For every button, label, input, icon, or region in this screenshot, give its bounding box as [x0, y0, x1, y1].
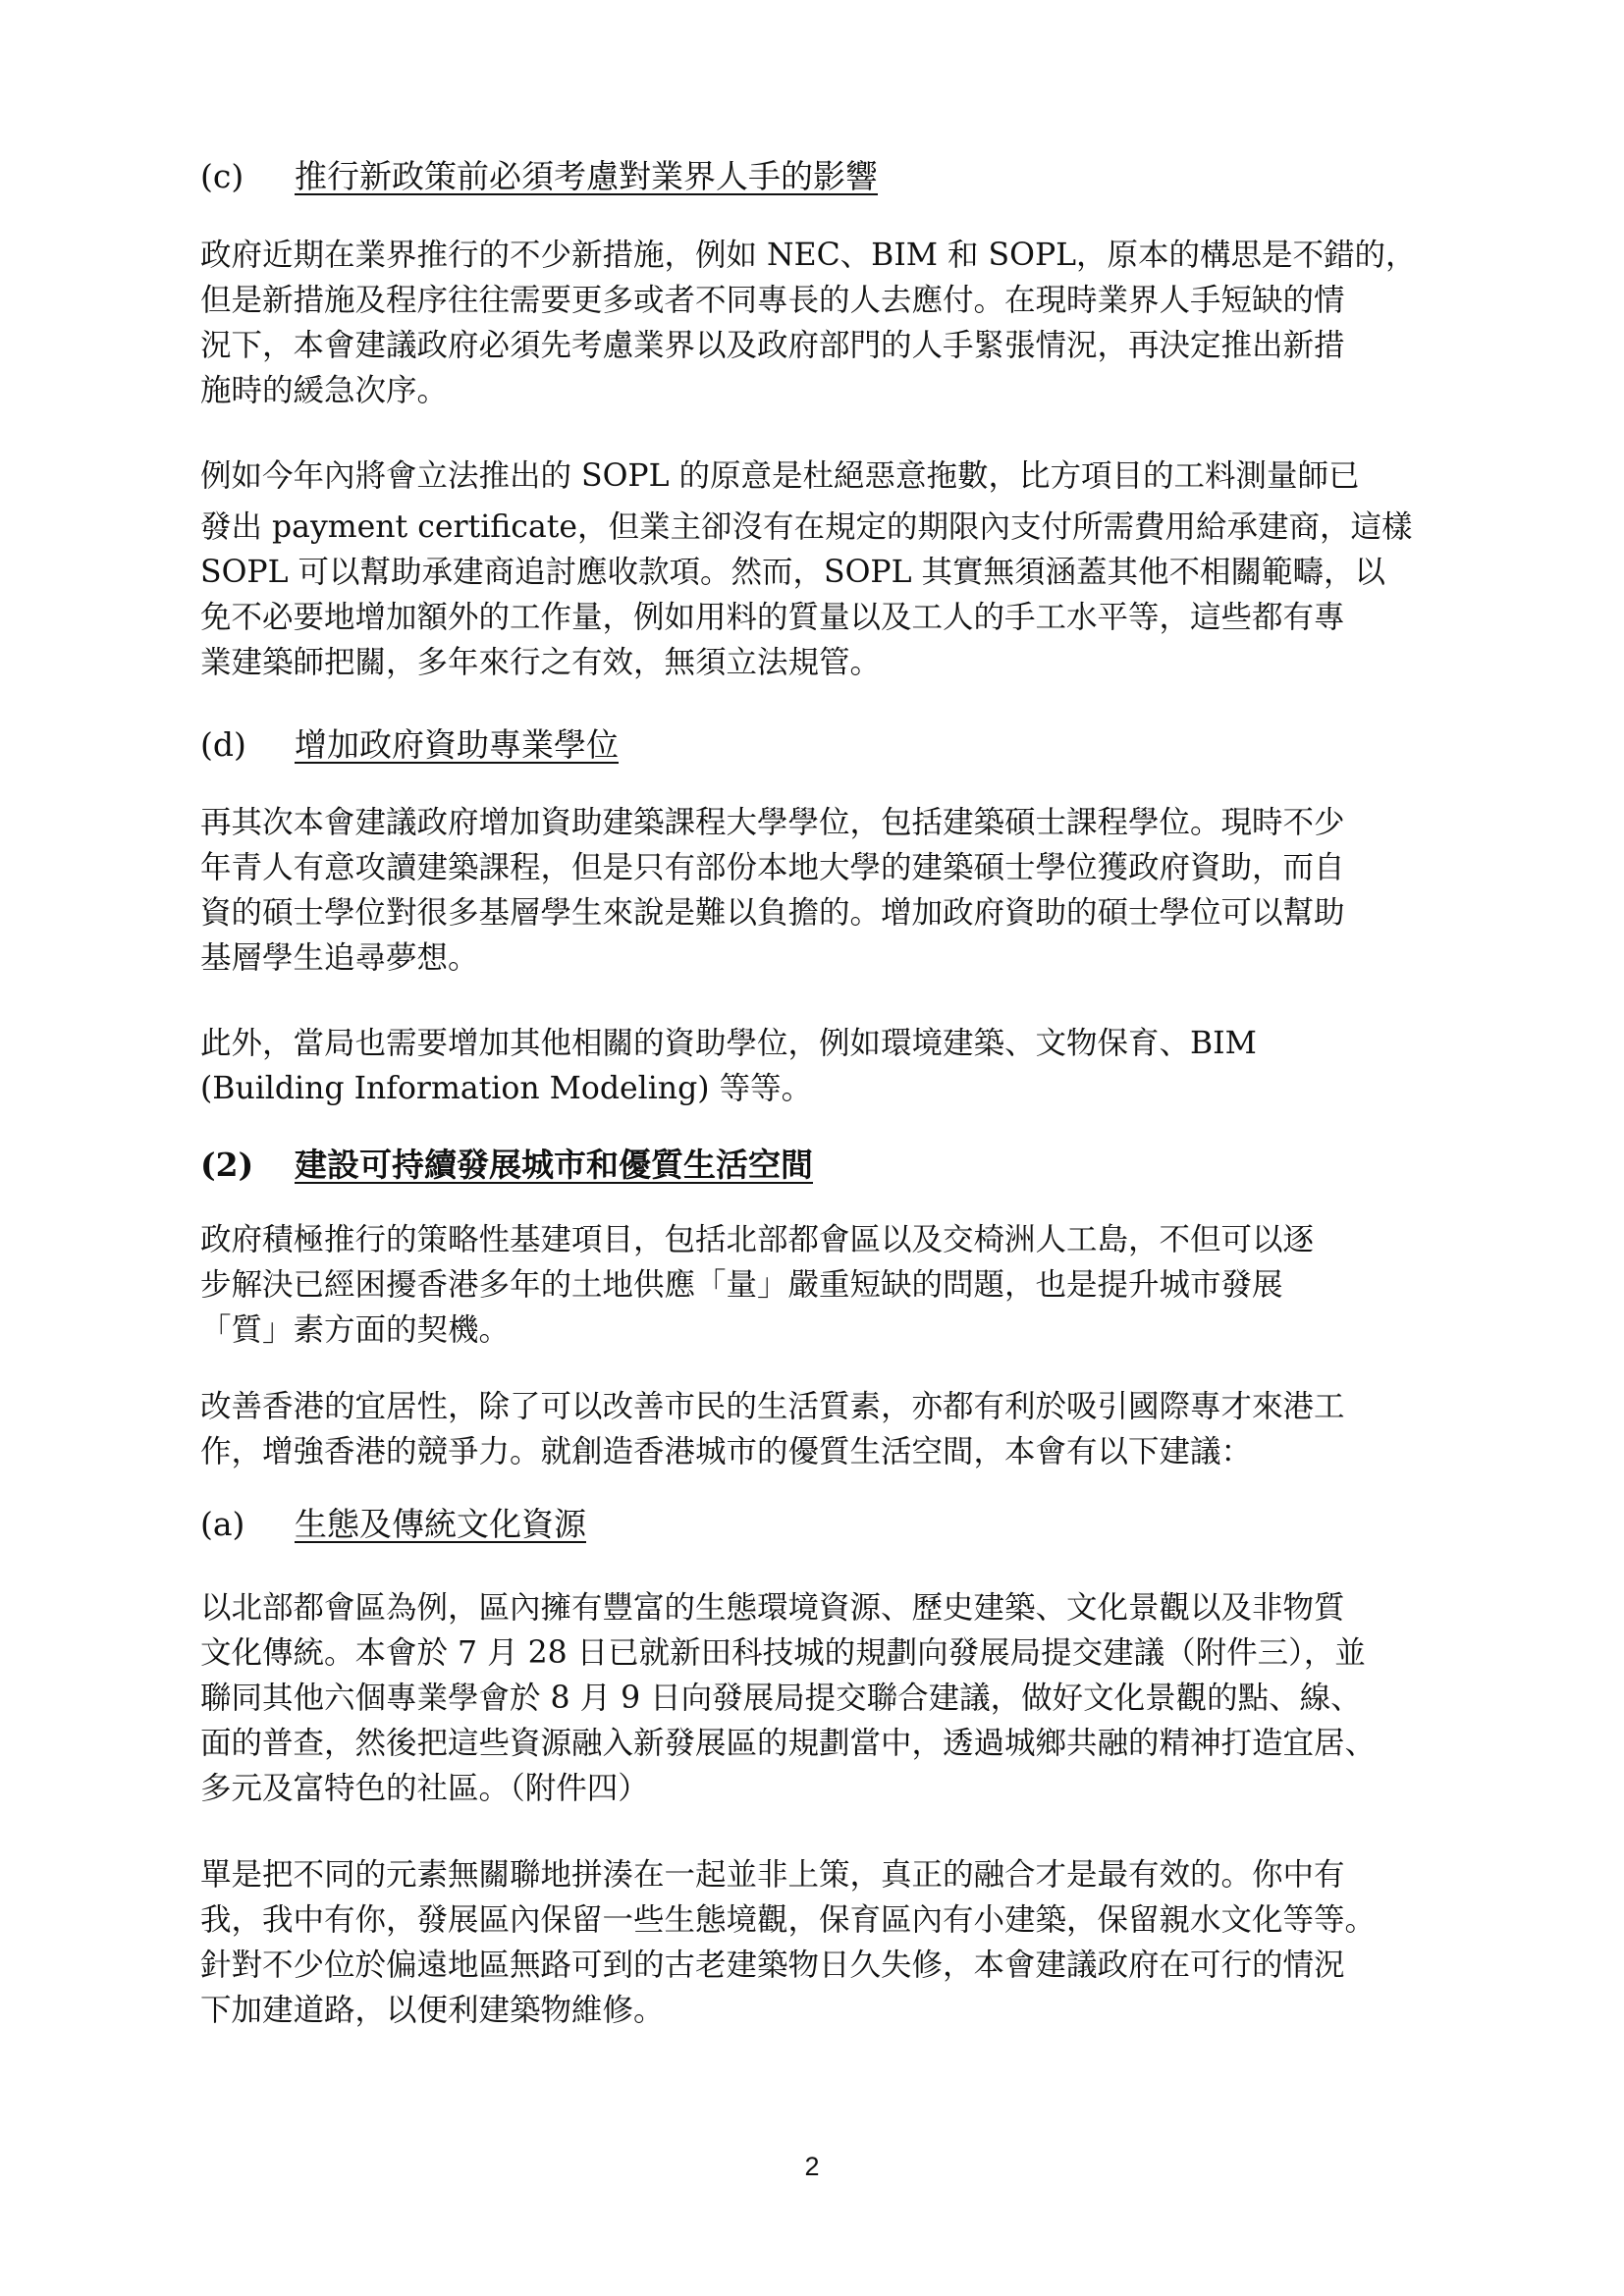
text-line: 聯同其他六個專業學會於 8 月 9 日向發展局提交聯合建議，做好文化景觀的點、線、: [200, 1681, 1362, 1716]
section-c-paragraph-2: [200, 454, 1437, 685]
section-c-paragraph-1: [200, 233, 1437, 413]
text-line: 再其次本會建議政府增加資助建築課程大學學位，包括建築碩士課程學位。現時不少: [200, 805, 1345, 840]
text-line: 政府積極推行的策略性基建項目，包括北部都會區以及交椅洲人工島，不但可以逐: [200, 1222, 1315, 1257]
text-line: 基層學生追尋夢想。: [200, 940, 479, 976]
text-line: 免不必要地增加額外的工作量，例如用料的質量以及工人的手工水平等，這些都有專: [200, 600, 1345, 635]
section-d-paragraph-1: [200, 800, 1437, 981]
text-line: 文化傳統。本會於 7 月 28 日已就新田科技城的規劃向發展局提交建議（附件三），並: [200, 1635, 1366, 1671]
section-d-number: (d): [200, 725, 246, 764]
section-c-title: 推行新政策前必須考慮對業界人手的影響: [295, 157, 878, 195]
text-line: 面的普查，然後把這些資源融入新發展區的規劃當中，透過城鄉共融的精神打造宜居、: [200, 1726, 1377, 1761]
section-a-heading: [200, 1503, 1437, 1546]
text-line: 步解決已經困擾香港多年的土地供應「量」嚴重短缺的問題，也是提升城市發展: [200, 1267, 1283, 1303]
text-line: 發出 payment certificate，但業主卻沒有在規定的期限內支付所需費用給承建商，這樣: [200, 509, 1413, 545]
section-d-heading: [200, 723, 1437, 767]
section-d-paragraph-2: [200, 1021, 1437, 1111]
section-2-heading: [200, 1144, 1437, 1187]
text-line: 作，增強香港的競爭力。就創造香港城市的優質生活空間，本會有以下建議：: [200, 1434, 1253, 1469]
text-line: 年青人有意攻讀建築課程，但是只有部份本地大學的建築碩士學位獲政府資助，而自: [200, 850, 1345, 885]
text-line: (Building Information Modeling) 等等。: [200, 1071, 813, 1106]
section-a-title: 生態及傳統文化資源: [295, 1505, 586, 1543]
section-2-title: 建設可持續發展城市和優質生活空間: [295, 1146, 813, 1184]
text-line: 多元及富特色的社區。（附件四）: [200, 1771, 649, 1806]
section-2-paragraph-2: [200, 1384, 1437, 1474]
text-line: 資的碩士學位對很多基層學生來說是難以負擔的。增加政府資助的碩士學位可以幫助: [200, 895, 1345, 931]
text-line: 施時的緩急次序。: [200, 373, 449, 408]
text-line: 我，我中有你，發展區內保留一些生態境觀，保育區內有小建築，保留親水文化等等。: [200, 1902, 1377, 1938]
text-line: 單是把不同的元素無關聯地拼湊在一起並非上策，真正的融合才是最有效的。你中有: [200, 1857, 1345, 1893]
text-line: 下加建道路，以便利建築物維修。: [200, 1993, 665, 2028]
section-a-paragraph-2: [200, 1852, 1437, 2033]
text-line: 以北部都會區為例，區內擁有豐富的生態環境資源、歷史建築、文化景觀以及非物質: [200, 1590, 1345, 1626]
section-d-title: 增加政府資助專業學位: [295, 725, 619, 764]
text-line: 況下，本會建議政府必須先考慮業界以及政府部門的人手緊張情況，再決定推出新措: [200, 328, 1345, 363]
section-a-number: (a): [200, 1505, 245, 1543]
text-line: 業建築師把關，多年來行之有效，無須立法規管。: [200, 645, 882, 680]
text-line: SOPL 可以幫助承建商追討應收款項。然而，SOPL 其實無須涵蓋其他不相關範疇，以: [200, 555, 1386, 590]
page-number: 2: [804, 2152, 820, 2181]
section-2-paragraph-1: [200, 1217, 1437, 1353]
section-c-heading: [200, 155, 1437, 198]
text-line: 但是新措施及程序往往需要更多或者不同專長的人去應付。在現時業界人手短缺的情: [200, 283, 1345, 318]
text-line: 例如今年內將會立法推出的 SOPL 的原意是杜絕惡意拖數，比方項目的工料測量師已: [200, 458, 1360, 494]
section-a-paragraph-1: [200, 1585, 1437, 1811]
text-line: 政府近期在業界推行的不少新措施，例如 NEC、BIM 和 SOPL，原本的構思是不錯的，: [200, 238, 1417, 273]
section-2-number: (2): [200, 1146, 254, 1184]
text-line: 「質」素方面的契機。: [200, 1312, 511, 1348]
section-c-number: (c): [200, 157, 244, 195]
text-line: 改善香港的宜居性，除了可以改善市民的生活質素，亦都有利於吸引國際專才來港工: [200, 1389, 1345, 1424]
text-line: 針對不少位於偏遠地區無路可到的古老建築物日久失修，本會建議政府在可行的情況: [200, 1948, 1345, 1983]
text-line: 此外，當局也需要增加其他相關的資助學位，例如環境建築、文物保育、BIM: [200, 1026, 1257, 1061]
